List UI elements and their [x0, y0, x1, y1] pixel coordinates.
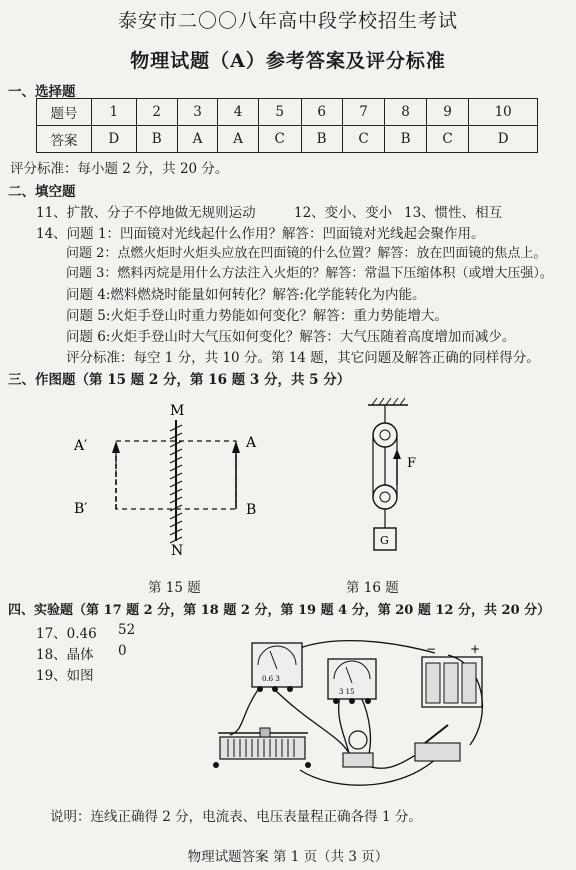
table-cell: A	[177, 126, 218, 153]
table-cell: 1	[92, 99, 137, 126]
section-1-scoring: 评分标准：每小题 2 分，共 20 分。	[10, 161, 229, 177]
table-cell: 6	[301, 99, 342, 126]
table-cell: C	[342, 126, 385, 153]
table-cell: 7	[342, 99, 385, 126]
knife-switch	[415, 725, 460, 761]
table-cell: 3	[177, 99, 218, 126]
page-footer: 物理试题答案 第 1 页（共 3 页）	[187, 849, 389, 865]
battery-pack	[422, 642, 482, 707]
label-a: A	[246, 435, 257, 451]
figure-16-pulley-diagram	[350, 395, 430, 565]
table-cell: 2	[136, 99, 177, 126]
table-cell: 9	[426, 99, 469, 126]
mirror-line	[170, 420, 182, 543]
section-1-heading: 一、选择题	[8, 84, 76, 100]
figure-16-caption: 第 16 题	[346, 580, 399, 596]
figure-15-caption: 第 15 题	[148, 580, 201, 596]
label-a-prime: A′	[74, 438, 88, 454]
table-cell: C	[426, 126, 469, 153]
answer-q14-6: 问题 6:火炬手登山时大气压如何变化？解答：大气压随着高度增加而减少。	[66, 329, 516, 345]
answer-q18: 18、晶体	[36, 647, 94, 663]
sliding-rheostat	[213, 728, 311, 768]
table-row-answers	[37, 126, 538, 153]
circuit-diagram	[200, 625, 520, 800]
label-n: N	[171, 543, 184, 559]
answer-q13: 13、惯性、相互	[404, 205, 503, 221]
label-g: G	[380, 534, 389, 547]
answer-q12: 12、变小、变小	[294, 205, 393, 221]
label-b: B	[246, 502, 257, 518]
ceiling-support	[368, 398, 408, 423]
exam-title: 泰安市二〇〇八年高中段学校招生考试	[117, 10, 458, 32]
answer-q14-3: 问题 3：燃料丙烷是用什么方法注入火炬的？解答：常温下压缩体积（或增大压强）。	[66, 266, 553, 281]
answer-q17-value: 52	[118, 622, 136, 638]
movable-pulley	[373, 485, 397, 509]
table-cell: D	[92, 126, 137, 153]
answer-q17: 17、0.46	[36, 626, 97, 642]
voltmeter	[328, 659, 376, 704]
answer-table	[36, 98, 538, 153]
battery-negative-label: −	[426, 642, 437, 656]
image-arrow-a-prime-b-prime	[112, 441, 120, 509]
row-label-number: 题号	[37, 99, 92, 126]
table-cell: A	[218, 126, 259, 153]
fixed-pulley	[373, 423, 397, 447]
section-4-note: 说明：连线正确得 2 分，电流表、电压表量程正确各得 1 分。	[50, 809, 422, 825]
label-b-prime: B′	[74, 501, 88, 517]
section-2-scoring: 评分标准：每空 1 分，共 10 分。第 14 题，其它问题及解答正确的同样得分。	[66, 350, 540, 366]
weight-block-g	[374, 528, 396, 550]
answer-q14-5: 问题 5:火炬手登山时重力势能如何变化？解答：重力势能增大。	[66, 308, 448, 324]
battery-positive-label: +	[470, 642, 481, 656]
answer-q19: 19、如图	[36, 668, 94, 684]
figure-15-mirror-diagram	[60, 395, 290, 565]
answer-key-title: 物理试题（A）参考答案及评分标准	[130, 50, 446, 72]
label-f: F	[407, 456, 417, 471]
force-arrow-f	[393, 449, 401, 485]
table-cell: 5	[258, 99, 301, 126]
table-cell: C	[258, 126, 301, 153]
table-cell: 10	[469, 99, 538, 126]
ammeter-scale-label: 0.6 3	[262, 675, 280, 683]
table-cell: B	[301, 126, 342, 153]
ammeter	[252, 643, 302, 692]
table-cell: B	[136, 126, 177, 153]
voltmeter-scale-label: 3 15	[339, 688, 355, 696]
table-cell: D	[469, 126, 538, 153]
answer-q18-value: 0	[118, 643, 127, 659]
table-cell: B	[385, 126, 426, 153]
answer-q14-2: 问题 2：点燃火炬时火炬头应放在凹面镜的什么位置？解答：放在凹面镜的焦点上。	[66, 246, 547, 261]
answer-q14-4: 问题 4:燃料燃烧时能量如何转化？解答:化学能转化为内能。	[66, 287, 426, 303]
answer-q11: 11、扩散、分子不停地做无规则运动	[36, 205, 256, 221]
label-m: M	[170, 403, 185, 419]
row-label-answer: 答案	[37, 126, 92, 153]
rope	[373, 435, 397, 528]
section-2-heading: 二、填空题	[8, 184, 76, 200]
table-row-numbers	[37, 99, 538, 126]
section-4-heading: 四、实验题（第 17 题 2 分，第 18 题 2 分，第 19 题 4 分，第 20 题 12 分，共 20 分）	[8, 603, 551, 618]
table-cell: 4	[218, 99, 259, 126]
section-3-heading: 三、作图题（第 15 题 2 分，第 16 题 3 分，共 5 分）	[8, 372, 351, 388]
object-arrow-ab	[232, 441, 240, 509]
table-cell: 8	[385, 99, 426, 126]
answer-q14-1: 14、问题 1：凹面镜对光线起什么作用？解答：凹面镜对光线起会聚作用。	[36, 226, 485, 242]
